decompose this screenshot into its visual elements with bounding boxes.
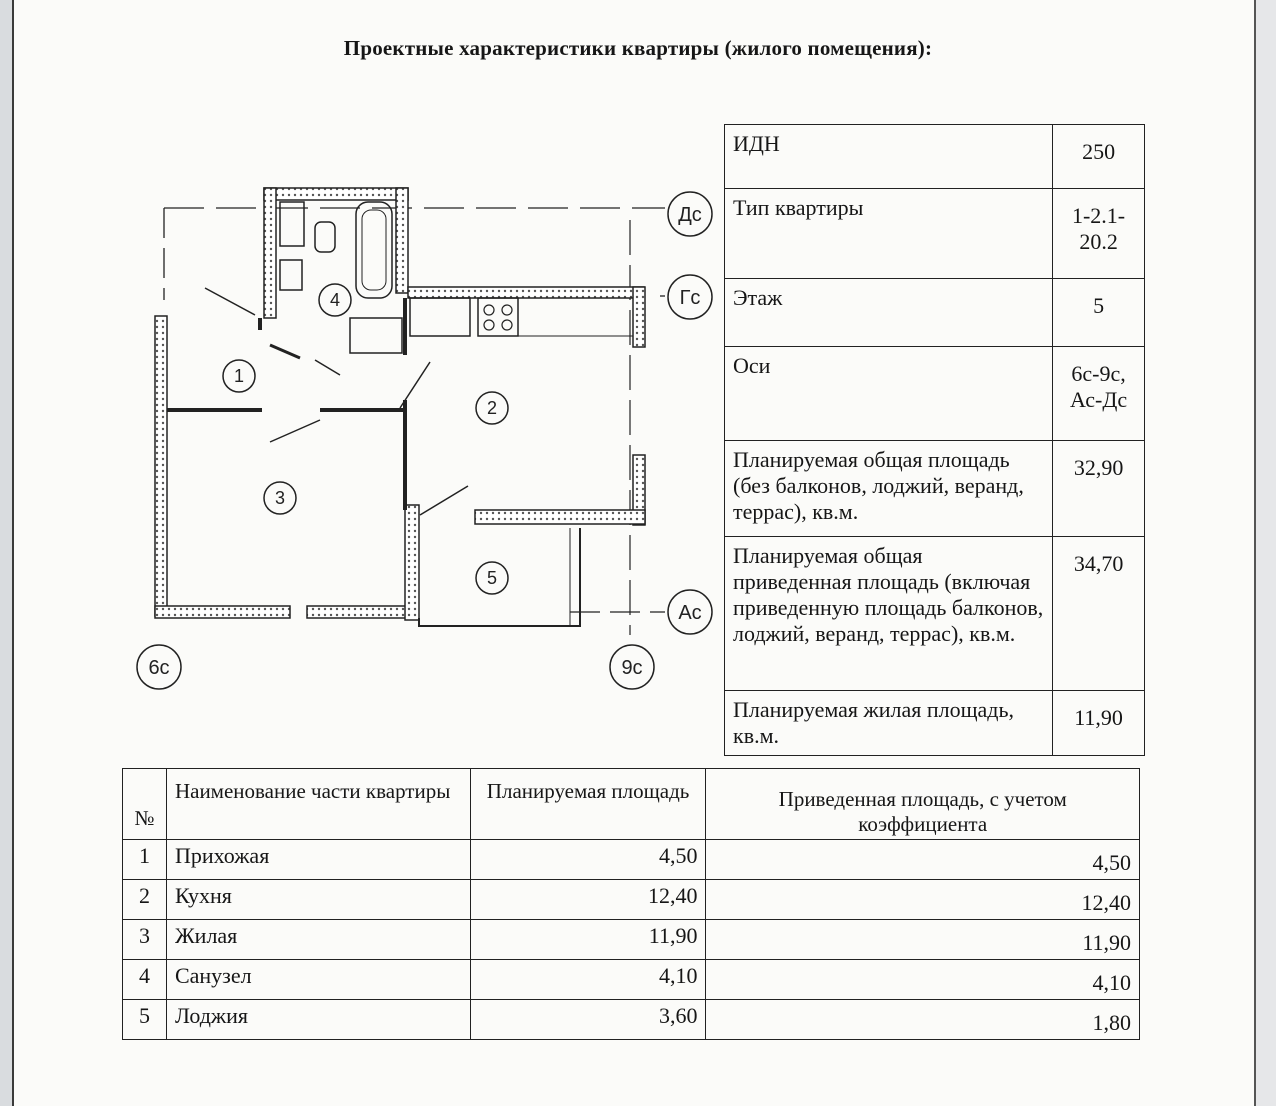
table-row: [725, 691, 1145, 756]
axis-label-gc: Гс: [679, 287, 701, 309]
char-label: Планируемая общая площадь (без балконов, лоджий, веранд, террас), кв.м.: [725, 441, 1053, 537]
row-name: Кухня: [166, 879, 470, 919]
document-title: Проектные характеристики квартиры (жилого помещения):: [343, 36, 933, 60]
row-area: 4,10: [470, 959, 706, 999]
row-num: 3: [123, 919, 167, 959]
row-area: 4,50: [470, 839, 706, 879]
axis-label-9c: 9с: [621, 657, 643, 679]
col-header-area: Планируемая площадь: [470, 769, 706, 840]
row-reduced: 11,90: [706, 919, 1140, 959]
room-label-3: 3: [274, 488, 286, 508]
row-area: 3,60: [470, 999, 706, 1039]
char-value: 5: [1053, 279, 1145, 347]
char-value: 34,70: [1053, 537, 1145, 691]
table-row: [123, 999, 1140, 1039]
col-header-reduced: Приведенная площадь, с учетом коэффициента: [706, 769, 1140, 840]
char-value: 250: [1053, 125, 1145, 189]
table-row: [123, 919, 1140, 959]
char-label: Планируемая жилая площадь, кв.м.: [725, 691, 1053, 756]
floor-plan: [130, 180, 720, 690]
row-num: 5: [123, 999, 167, 1039]
page-left-edge: [12, 0, 14, 1106]
col-header-name: Наименование части квартиры: [166, 769, 470, 840]
table-row: [725, 347, 1145, 441]
room-label-4: 4: [329, 290, 341, 310]
col-header-num: №: [123, 769, 167, 840]
scan-right-margin: [1256, 0, 1276, 1106]
char-label: Планируемая общая приведенная площадь (включая приведенную площадь балконов, лоджий, веранд, террас), кв.м.: [725, 537, 1053, 691]
table-row: [725, 279, 1145, 347]
char-label: Тип квартиры: [725, 189, 1053, 279]
scan-left-margin: [0, 0, 12, 1106]
axis-label-6c: 6с: [148, 657, 170, 679]
char-label: Этаж: [725, 279, 1053, 347]
axis-label-dc: Дс: [678, 204, 702, 226]
row-num: 1: [123, 839, 167, 879]
room-label-2: 2: [486, 398, 498, 418]
kitchen-sink: [410, 298, 470, 336]
char-label: Оси: [725, 347, 1053, 441]
row-name: Жилая: [166, 919, 470, 959]
row-num: 4: [123, 959, 167, 999]
row-area: 12,40: [470, 879, 706, 919]
char-value: 1-2.1-20.2: [1053, 189, 1145, 279]
room-label-1: 1: [233, 366, 245, 386]
table-row: [123, 879, 1140, 919]
table-row: [725, 189, 1145, 279]
row-reduced: 4,50: [706, 839, 1140, 879]
row-area: 11,90: [470, 919, 706, 959]
table-row: [123, 959, 1140, 999]
room-label-5: 5: [486, 568, 498, 588]
table-row: [725, 441, 1145, 537]
row-name: Прихожая: [166, 839, 470, 879]
row-reduced: 4,10: [706, 959, 1140, 999]
char-label: ИДН: [725, 125, 1053, 189]
row-name: Санузел: [166, 959, 470, 999]
rooms-table: [122, 768, 1140, 1040]
stove: [478, 298, 518, 336]
wall-left: [155, 316, 167, 616]
characteristics-table: [724, 124, 1145, 756]
table-row: [123, 839, 1140, 879]
row-reduced: 12,40: [706, 879, 1140, 919]
table-row: [725, 537, 1145, 691]
bathtub: [356, 202, 392, 298]
axis-label-ac: Ас: [678, 602, 702, 624]
toilet: [315, 222, 335, 252]
table-row: [725, 125, 1145, 189]
char-value: 11,90: [1053, 691, 1145, 756]
table-header-row: [123, 769, 1140, 840]
char-value: 6с-9с, Ас-Дс: [1053, 347, 1145, 441]
row-name: Лоджия: [166, 999, 470, 1039]
row-num: 2: [123, 879, 167, 919]
row-reduced: 1,80: [706, 999, 1140, 1039]
char-value: 32,90: [1053, 441, 1145, 537]
